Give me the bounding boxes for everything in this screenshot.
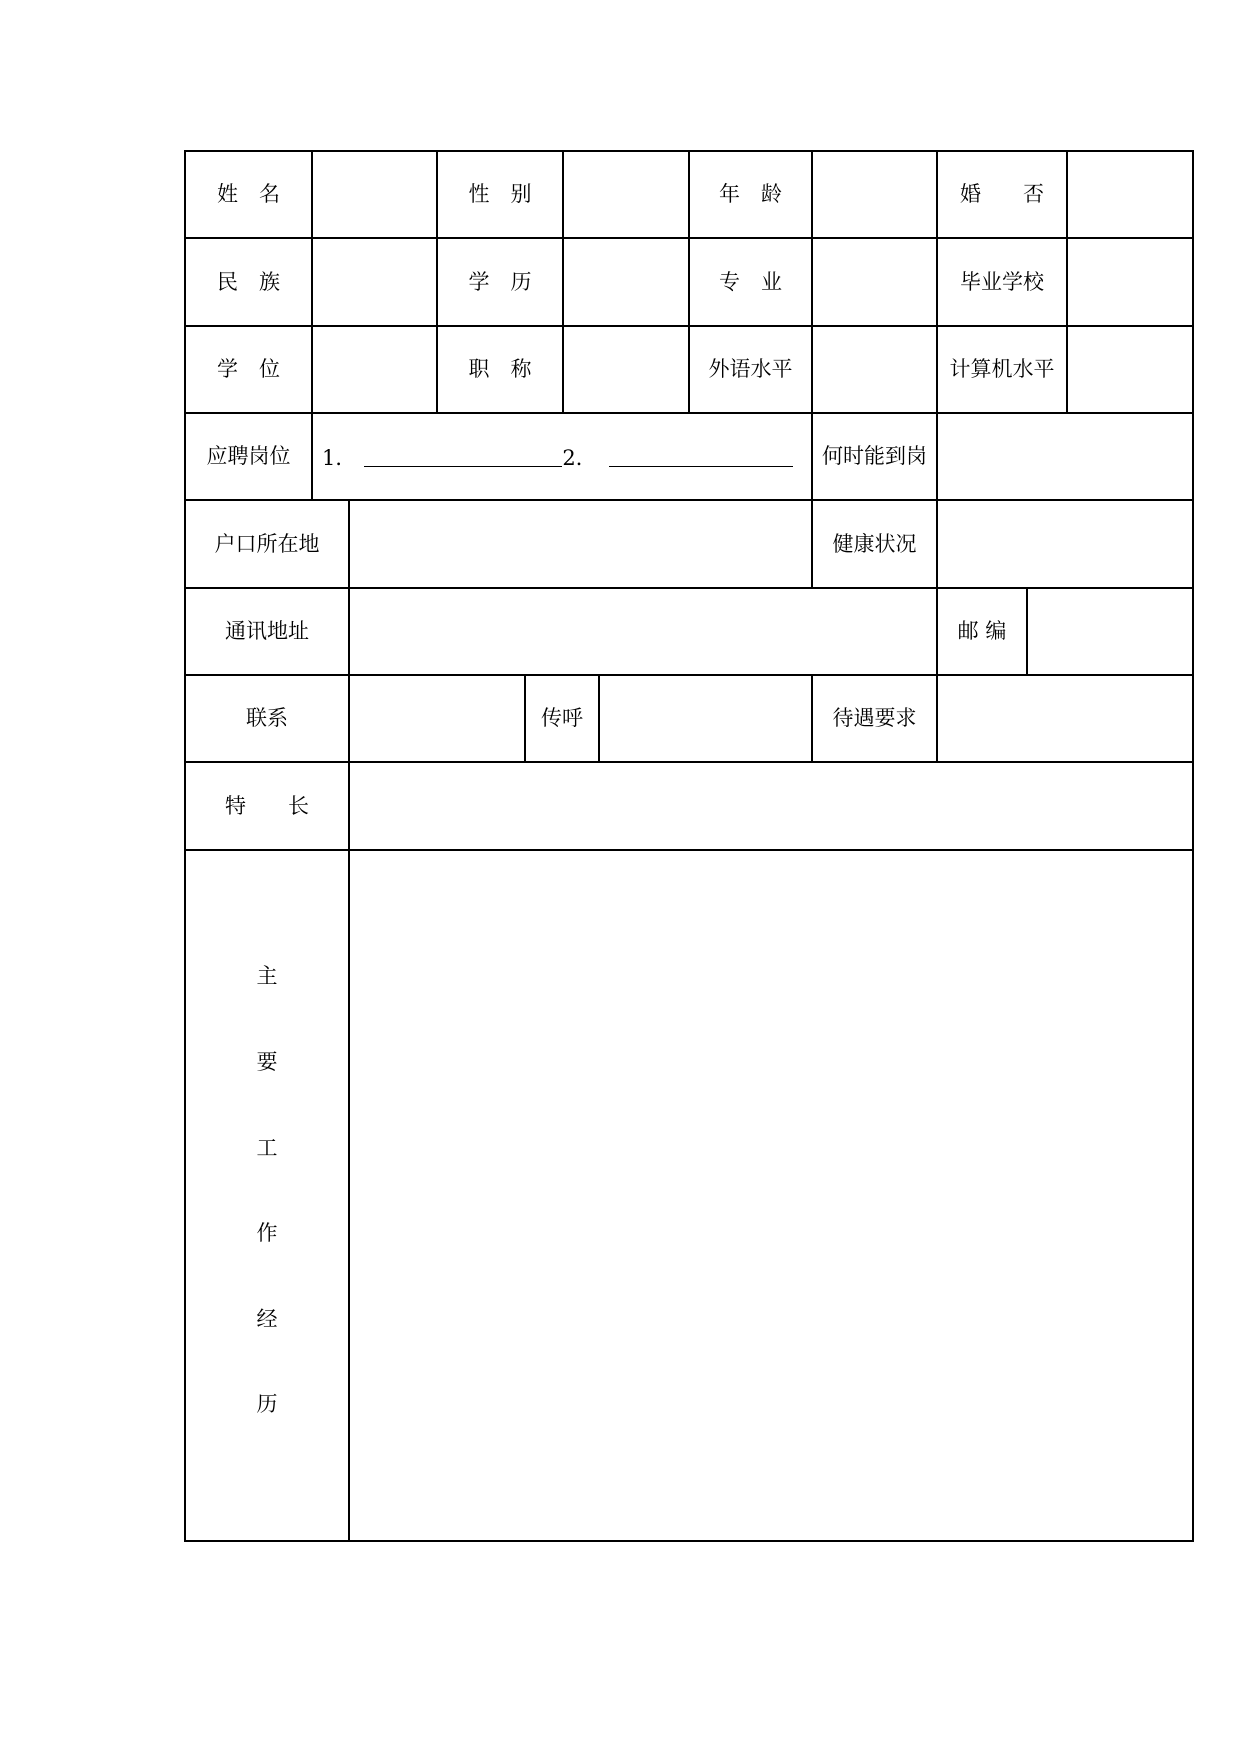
- label-work-experience: [184, 851, 350, 1541]
- label-availability: 何时能到岗: [822, 444, 927, 468]
- label-degree: 学 位: [217, 357, 280, 381]
- label-name: 姓 名: [217, 182, 280, 206]
- education-field[interactable]: [564, 239, 688, 325]
- work-experience-char: 工: [256, 1135, 278, 1160]
- label-household-registration: 户口所在地: [214, 531, 320, 556]
- label-marital-status: 婚 否: [960, 182, 1044, 206]
- age-field[interactable]: [813, 152, 936, 237]
- label-professional-title: 职 称: [468, 357, 532, 381]
- label-salary-expectation: 待遇要求: [832, 706, 917, 730]
- pager-field[interactable]: [600, 676, 811, 761]
- health-status-field[interactable]: [938, 501, 1192, 587]
- position-entry-two-blank[interactable]: [609, 465, 793, 467]
- work-experience-char: 要: [256, 1049, 278, 1074]
- label-major: 专 业: [719, 269, 782, 294]
- label-age: 年 龄: [719, 182, 782, 206]
- label-gender: 性 别: [468, 182, 532, 206]
- marital-status-field[interactable]: [1068, 152, 1192, 237]
- specialty-field[interactable]: [350, 763, 1192, 849]
- degree-field[interactable]: [313, 327, 436, 412]
- household-registration-field[interactable]: [350, 501, 811, 587]
- mailing-address-field[interactable]: [350, 589, 936, 674]
- label-pager: 传呼: [541, 706, 583, 730]
- work-experience-field[interactable]: [350, 851, 1192, 1541]
- computer-level-field[interactable]: [1068, 327, 1192, 412]
- label-education: 学 历: [468, 269, 532, 294]
- position-entry-one-blank[interactable]: [364, 465, 562, 467]
- label-foreign-language-level: 外语水平: [708, 357, 793, 381]
- work-experience-char: 作: [256, 1220, 278, 1245]
- major-field[interactable]: [813, 239, 936, 325]
- contact-field[interactable]: [350, 676, 524, 761]
- work-experience-char: 经: [256, 1306, 278, 1331]
- label-graduate-school: 毕业学校: [960, 269, 1044, 294]
- postal-code-field[interactable]: [1028, 589, 1192, 674]
- work-experience-char: 主: [256, 963, 278, 988]
- label-ethnicity: 民 族: [217, 269, 280, 294]
- gender-field[interactable]: [564, 152, 688, 237]
- column-divider: [311, 412, 313, 501]
- name-field[interactable]: [313, 152, 436, 237]
- graduate-school-field[interactable]: [1068, 239, 1192, 325]
- position-entry-one-label: 1．: [322, 445, 357, 470]
- label-health-status: 健康状况: [832, 531, 917, 556]
- availability-field[interactable]: [938, 414, 1192, 499]
- label-mailing-address: 通讯地址: [225, 619, 309, 643]
- label-postal-code: 邮 编: [957, 619, 1007, 643]
- work-experience-char: 历: [256, 1391, 278, 1416]
- salary-expectation-field[interactable]: [938, 676, 1192, 761]
- position-entry-two-label: 2．: [562, 445, 597, 470]
- professional-title-field[interactable]: [564, 327, 688, 412]
- label-position-applied: 应聘岗位: [206, 444, 291, 468]
- label-computer-level: 计算机水平: [949, 357, 1055, 381]
- ethnicity-field[interactable]: [313, 239, 436, 325]
- label-contact: 联系: [246, 706, 288, 730]
- foreign-language-level-field[interactable]: [813, 327, 936, 412]
- position-applied-entries[interactable]: [322, 414, 810, 499]
- label-specialty: 特 长: [225, 793, 309, 818]
